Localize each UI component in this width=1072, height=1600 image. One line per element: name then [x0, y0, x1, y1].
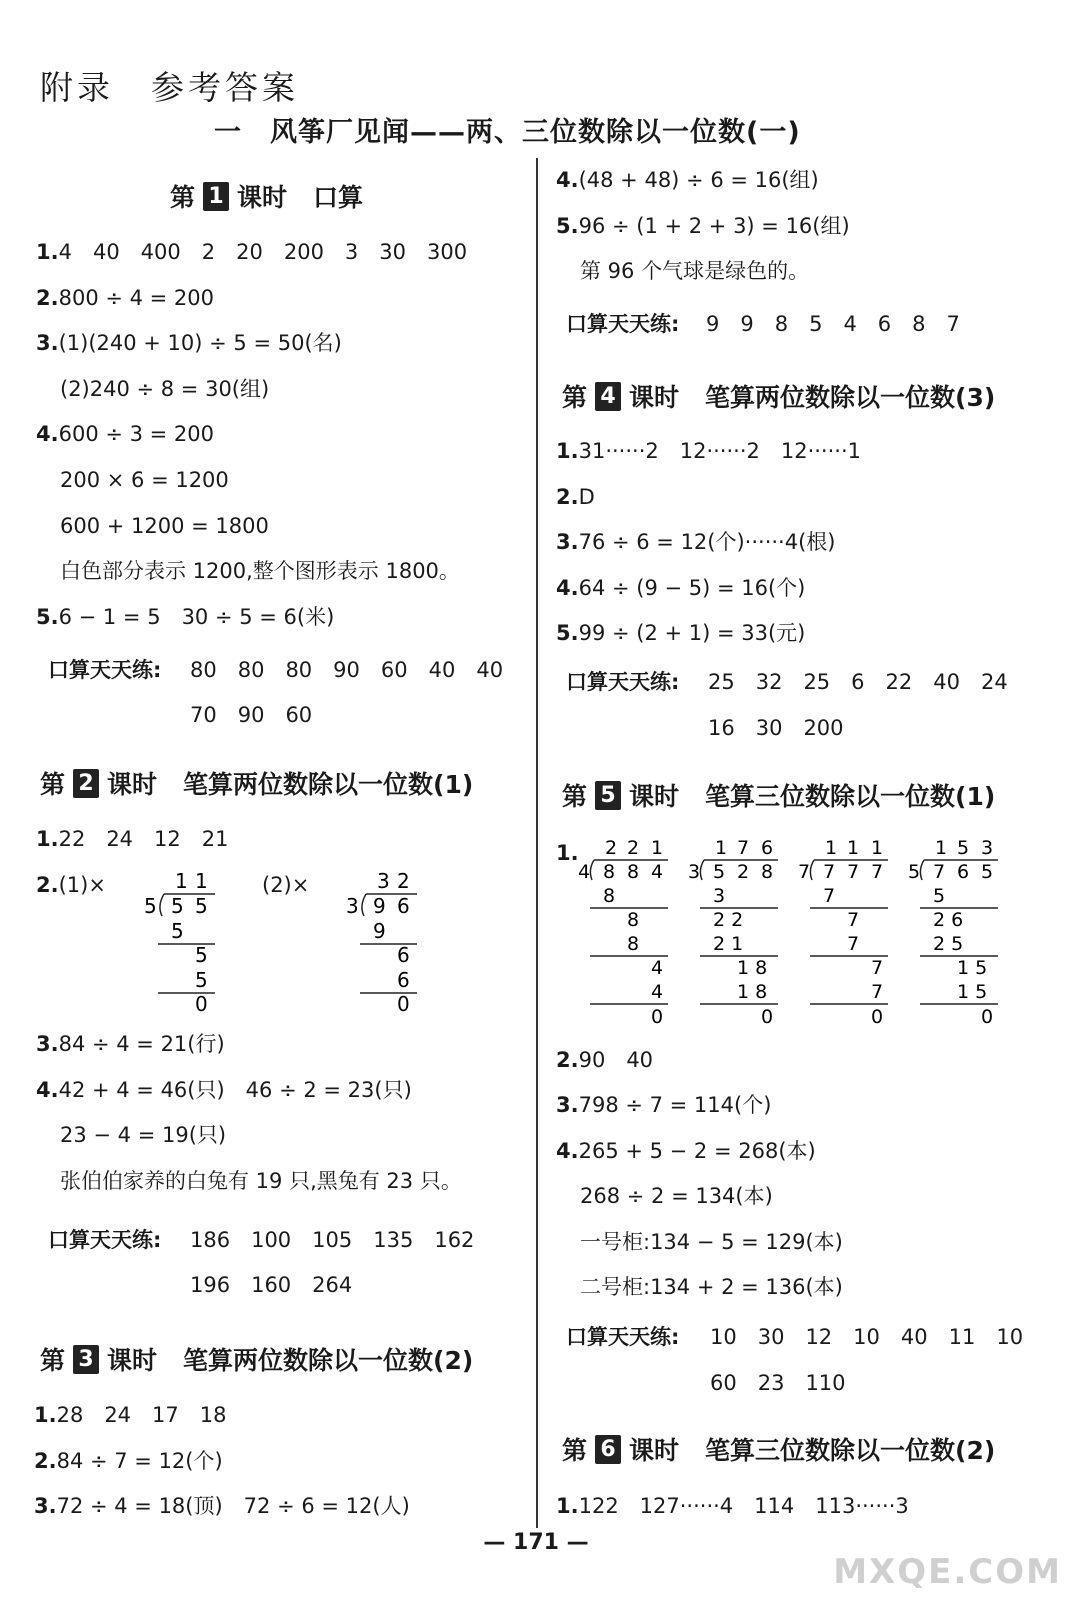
dividend-digit: 4	[651, 861, 664, 883]
dividend-digit: 7	[871, 861, 884, 883]
answer-line	[556, 1047, 653, 1073]
drill-label: 口算天天练:	[566, 1325, 680, 1349]
remainder-value: 2 6	[933, 909, 964, 931]
answer-text: 4 40 400 2 20 200 3 30 300	[58, 240, 468, 264]
answer-line	[556, 167, 819, 193]
subtract-value: 2 1	[713, 933, 744, 955]
subtract-value: 8	[627, 933, 640, 955]
question-number: 2.	[34, 1448, 57, 1473]
answer-text: 张伯伯家养的白兔有 19 只,黑兔有 23 只。	[60, 1168, 462, 1193]
dividend-digit: 5	[713, 861, 726, 883]
lesson-number-badge: 6	[595, 1435, 621, 1464]
question-number: 3.	[556, 530, 579, 555]
answer-line	[556, 484, 595, 510]
remainder-value: 0	[195, 992, 208, 1016]
answer-line	[580, 1274, 843, 1300]
dividend-digit: 8	[627, 861, 640, 883]
question-number: 1.	[556, 439, 579, 463]
answer-text: 一号柜:134 − 5 = 129(本)	[580, 1229, 843, 1254]
answer-line	[36, 1031, 225, 1057]
site-watermark: MXQE.COM	[833, 1552, 1062, 1592]
answer-text: 268 ÷ 2 = 134(本)	[580, 1184, 773, 1209]
lesson-number-badge: 4	[595, 382, 621, 411]
lesson-prefix: 第	[562, 782, 588, 811]
long-division-2	[688, 837, 778, 1028]
subtract-value: 2 5	[933, 933, 964, 955]
answer-text: (2)240 ÷ 8 = 30(组)	[60, 376, 270, 401]
lesson-5-heading	[562, 777, 995, 813]
answer-line	[60, 1168, 462, 1194]
quotient-digit: 1	[195, 869, 208, 893]
question-number: 5.	[556, 621, 579, 646]
answer-line	[580, 1229, 843, 1255]
dividend-digit: 6	[957, 861, 970, 883]
answer-text: D	[578, 484, 595, 509]
subtract-value: 5	[933, 885, 946, 907]
answer-line	[556, 1092, 771, 1118]
answer-text: 96 ÷ (1 + 2 + 3) = 16(组)	[578, 213, 850, 238]
quotient-digit: 3	[981, 837, 994, 859]
answer-line	[580, 258, 809, 284]
answer-text: 265 + 5 − 2 = 268(本)	[578, 1138, 816, 1163]
quotient-digit: 1	[175, 869, 188, 893]
subtract-value: 6	[397, 968, 410, 992]
answer-line	[60, 513, 269, 539]
remainder-value: 6	[397, 943, 410, 967]
question-number: 3.	[556, 1093, 579, 1118]
answer-text: 600 + 1200 = 1800	[60, 513, 269, 538]
answer-line	[36, 872, 106, 898]
lesson-topic: 口算	[313, 183, 364, 212]
lesson-6-heading	[562, 1431, 995, 1467]
remainder-value: 2 2	[713, 909, 744, 931]
remainder-value: 7	[871, 957, 884, 979]
lesson-number-badge: 2	[73, 769, 99, 798]
quotient-digit: 1	[825, 837, 838, 859]
question-number: 4.	[556, 1138, 579, 1163]
quotient-digit: 6	[761, 837, 774, 859]
divisor: 3	[688, 861, 701, 883]
unit-subtitle: 一 风筝厂见闻——两、三位数除以一位数(一)	[214, 117, 801, 148]
dividend-digit: 8	[761, 861, 774, 883]
answer-line	[36, 604, 334, 630]
question-number: 4.	[556, 575, 579, 600]
answer-text: (2)×	[262, 873, 310, 897]
answer-line	[556, 438, 861, 464]
dividend-digit: 7	[847, 861, 860, 883]
lesson-suffix: 课时	[629, 782, 680, 811]
subtract-value: 9	[373, 919, 386, 943]
answer-line	[34, 1448, 223, 1474]
column-divider	[536, 158, 538, 1528]
answer-line	[60, 467, 229, 493]
question-number: 1.	[34, 1403, 57, 1427]
answer-line	[60, 558, 460, 584]
long-division-b	[342, 866, 432, 1016]
answer-text: 800 ÷ 4 = 200	[58, 285, 215, 310]
lesson-number-badge: 3	[73, 1345, 99, 1374]
answer-line	[36, 1077, 412, 1103]
divisor: 7	[798, 861, 811, 883]
divisor: 4	[578, 861, 591, 883]
remainder-value: 0	[651, 1006, 664, 1028]
answer-text: (1)(240 + 10) ÷ 5 = 50(名)	[58, 331, 342, 356]
question-number-label: 1.	[556, 841, 579, 865]
quotient-digit: 1	[847, 837, 860, 859]
quotient-digit: 3	[377, 869, 390, 893]
remainder-value: 1 8	[737, 957, 768, 979]
subtract-value: 7	[823, 885, 836, 907]
answer-line	[580, 1183, 773, 1209]
dividend-digit: 9	[373, 894, 386, 918]
answer-text: 72 ÷ 4 = 18(顶) 72 ÷ 6 = 12(人)	[56, 1494, 410, 1519]
question-number: 1.	[556, 1494, 579, 1518]
drill-row: 10 30 12 10 40 11 10	[710, 1325, 1024, 1349]
remainder-value: 0	[981, 1006, 994, 1028]
drill-row: 16 30 200	[708, 716, 844, 740]
answer-line	[556, 620, 805, 646]
question-number: 2.	[556, 1048, 579, 1072]
answer-line	[34, 1493, 410, 1519]
dividend-digit: 2	[737, 861, 750, 883]
dividend-digit: 7	[933, 861, 946, 883]
quotient-digit: 2	[605, 837, 618, 859]
quotient-digit: 1	[715, 837, 728, 859]
long-division-a	[140, 866, 230, 1016]
lesson-prefix: 第	[40, 770, 66, 799]
drill-label: 口算天天练:	[48, 1228, 162, 1252]
answer-line	[36, 826, 228, 852]
lesson-number-badge: 1	[203, 182, 229, 211]
drill-row: 196 160 264	[190, 1273, 353, 1297]
long-division-1	[578, 837, 668, 1028]
remainder-value: 8	[627, 909, 640, 931]
dividend-digit: 6	[397, 894, 410, 918]
remainder-value: 0	[871, 1006, 884, 1028]
question-number: 3.	[36, 1032, 59, 1056]
lesson-suffix: 课时	[237, 183, 288, 212]
dividend-digit: 5	[981, 861, 994, 883]
drill-label: 口算天天练:	[48, 658, 162, 682]
answer-line	[556, 213, 850, 239]
answer-text: 22 24 12 21	[58, 827, 229, 851]
subtract-value: 1 5	[957, 981, 988, 1003]
lesson-number-badge: 5	[595, 781, 621, 810]
lesson-suffix: 课时	[107, 1346, 158, 1375]
lesson-suffix: 课时	[629, 383, 680, 412]
long-division-3	[798, 837, 888, 1028]
answer-text: 84 ÷ 4 = 21(行)	[58, 1032, 225, 1056]
question-number: 1.	[36, 240, 59, 264]
lesson-prefix: 第	[562, 1436, 588, 1465]
lesson-prefix: 第	[562, 383, 588, 412]
answer-line	[556, 1493, 909, 1519]
subtract-value: 8	[603, 885, 616, 907]
question-number: 2.	[36, 285, 59, 310]
subtract-value: 7	[847, 933, 860, 955]
subtract-value: 4	[651, 981, 664, 1003]
drill-row: 60 23 110	[710, 1371, 846, 1395]
question-number: 3.	[34, 1494, 57, 1519]
drill-row: 80 80 80 90 60 40 40	[190, 658, 504, 682]
quotient-digit: 5	[957, 837, 970, 859]
remainder-value: 7	[847, 909, 860, 931]
answer-text: 600 ÷ 3 = 200	[58, 422, 215, 447]
question-number: 2.	[556, 484, 579, 509]
answer-text: (48 + 48) ÷ 6 = 16(组)	[578, 168, 819, 192]
answer-text: 64 ÷ (9 − 5) = 16(个)	[578, 575, 806, 600]
dividend-digit: 5	[195, 894, 208, 918]
lesson-1-heading	[170, 178, 363, 214]
drill-row: 70 90 60	[190, 703, 313, 727]
answer-line	[60, 376, 269, 402]
remainder-value: 5	[195, 943, 208, 967]
answer-text: 31······2 12······2 12······1	[578, 439, 861, 463]
answer-line	[556, 529, 835, 555]
subtract-value: 1 8	[737, 981, 768, 1003]
quotient-digit: 1	[871, 837, 884, 859]
answer-text: 122 127······4 114 113······3	[578, 1494, 909, 1518]
answer-text: 28 24 17 18	[56, 1403, 227, 1427]
answer-text: 84 ÷ 7 = 12(个)	[56, 1448, 223, 1473]
remainder-value: 1 5	[957, 957, 988, 979]
answer-text: 76 ÷ 6 = 12(个)······4(根)	[578, 530, 836, 555]
drill-row: 9 9 8 5 4 6 8 7	[706, 312, 960, 336]
quotient-digit: 1	[935, 837, 948, 859]
quotient-digit: 1	[651, 837, 664, 859]
subtract-value: 7	[871, 981, 884, 1003]
long-division-4	[908, 837, 998, 1028]
dividend-digit: 5	[171, 894, 184, 918]
drill-label: 口算天天练:	[566, 312, 680, 336]
question-number: 4.	[36, 422, 59, 447]
answer-text: 90 40	[578, 1048, 654, 1072]
answer-text: 第 96 个气球是绿色的。	[580, 259, 810, 284]
drill-row: 25 32 25 6 22 40 24	[708, 670, 1008, 694]
answer-line	[556, 1138, 816, 1164]
quotient-digit: 2	[397, 869, 410, 893]
long-division-group	[570, 834, 1010, 1034]
question-number: 4.	[36, 1077, 59, 1102]
answer-line	[60, 1122, 226, 1148]
subtract-value: 5	[171, 919, 184, 943]
answer-text: 798 ÷ 7 = 114(个)	[578, 1093, 772, 1118]
page-number: — 171 —	[483, 1530, 589, 1555]
lesson-4-heading	[562, 378, 995, 414]
lesson-prefix: 第	[170, 183, 196, 212]
lesson-suffix: 课时	[629, 1436, 680, 1465]
lesson-topic: 笔算两位数除以一位数(3)	[705, 383, 996, 412]
lesson-suffix: 课时	[107, 770, 158, 799]
lesson-2-heading	[40, 765, 473, 801]
appendix-title: 附录 参考答案	[40, 68, 299, 107]
dividend-digit: 7	[823, 861, 836, 883]
drill-row: 186 100 105 135 162	[190, 1228, 475, 1252]
question-number: 2.	[36, 873, 59, 897]
answer-line	[36, 330, 342, 356]
divisor: 3	[346, 894, 359, 918]
remainder-value: 4	[651, 957, 664, 979]
answer-line	[556, 575, 805, 601]
dividend-digit: 8	[603, 861, 616, 883]
answer-text: 白色部分表示 1200,整个图形表示 1800。	[60, 559, 460, 584]
answer-line	[36, 285, 214, 311]
quotient-digit: 7	[737, 837, 750, 859]
remainder-value: 0	[761, 1006, 774, 1028]
lesson-prefix: 第	[40, 1346, 66, 1375]
answer-text: 6 − 1 = 5 30 ÷ 5 = 6(米)	[58, 604, 335, 629]
lesson-topic: 笔算三位数除以一位数(2)	[705, 1436, 996, 1465]
question-number: 5.	[556, 213, 579, 238]
answer-text: 42 + 4 = 46(只) 46 ÷ 2 = 23(只)	[58, 1077, 412, 1102]
answer-text: 23 − 4 = 19(只)	[60, 1123, 227, 1148]
question-number: 4.	[556, 168, 579, 192]
remainder-value: 0	[397, 992, 410, 1016]
subtract-value: 3	[713, 885, 726, 907]
question-number: 1.	[36, 827, 59, 851]
answer-text: 200 × 6 = 1200	[60, 468, 229, 492]
question-number: 5.	[36, 604, 59, 629]
answer-text: (1)×	[58, 873, 106, 897]
quotient-digit: 2	[627, 837, 640, 859]
question-number: 3.	[36, 331, 59, 356]
divisor: 5	[908, 861, 921, 883]
answer-line	[34, 1402, 226, 1428]
lesson-3-heading	[40, 1341, 473, 1377]
drill-label: 口算天天练:	[566, 670, 680, 694]
answer-line	[36, 239, 467, 265]
answer-text: 99 ÷ (2 + 1) = 33(元)	[578, 621, 806, 646]
lesson-topic: 笔算两位数除以一位数(1)	[183, 770, 474, 799]
lesson-topic: 笔算两位数除以一位数(2)	[183, 1346, 474, 1375]
subtract-value: 5	[195, 968, 208, 992]
divisor: 5	[144, 894, 157, 918]
lesson-topic: 笔算三位数除以一位数(1)	[705, 782, 996, 811]
answer-line	[36, 421, 214, 447]
answer-text: 二号柜:134 + 2 = 136(本)	[580, 1275, 843, 1299]
